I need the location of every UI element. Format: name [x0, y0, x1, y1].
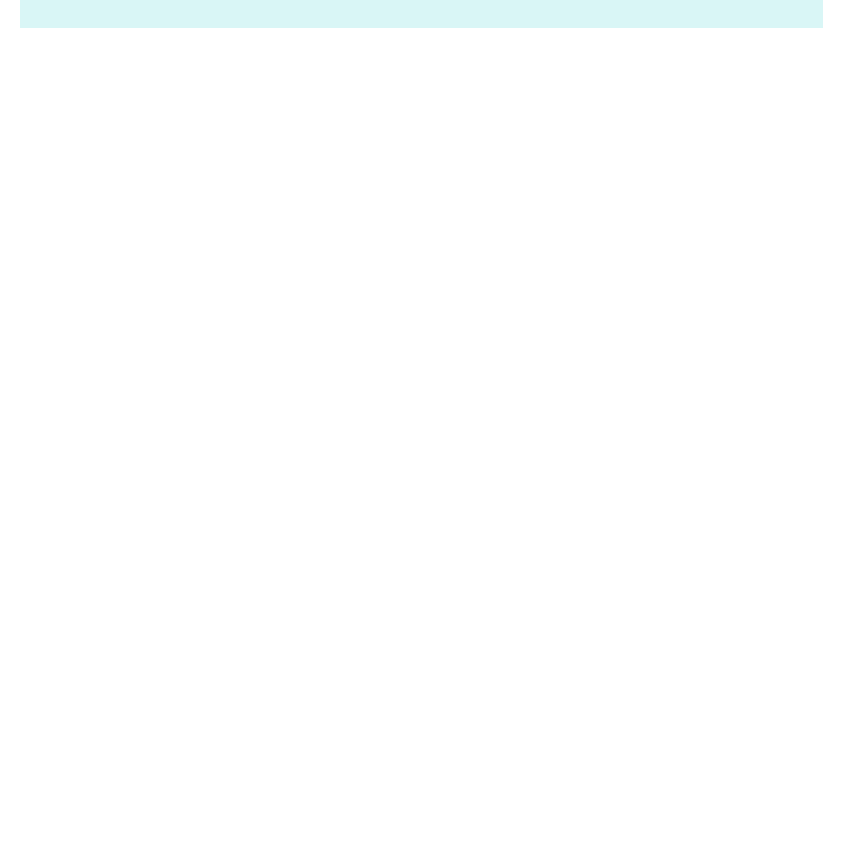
height-dimension [287, 44, 306, 829]
